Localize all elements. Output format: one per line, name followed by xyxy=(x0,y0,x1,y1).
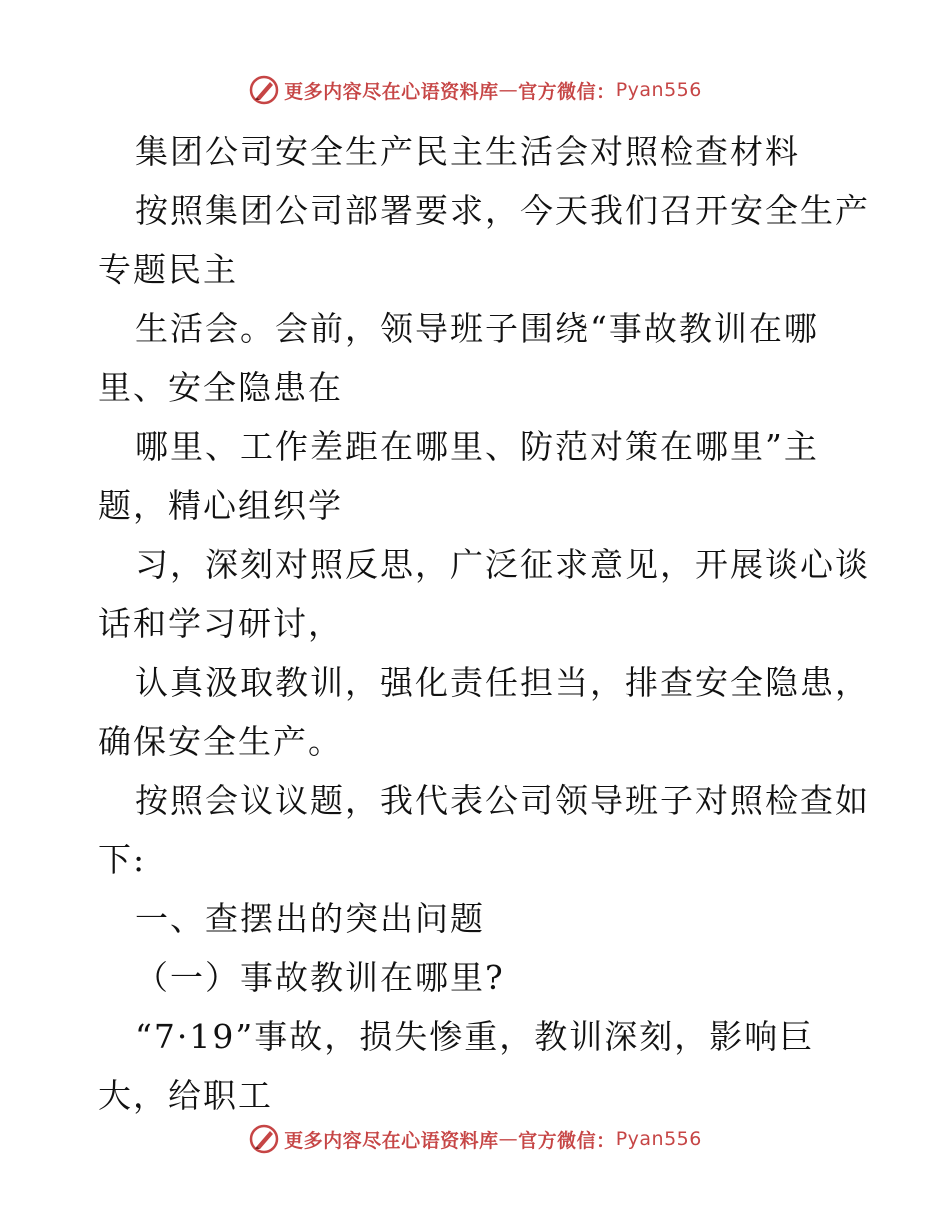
footer-watermark-banner xyxy=(0,1119,950,1159)
paragraph-line: 按照集团公司部署要求，今天我们召开安全生产 xyxy=(135,191,870,230)
paragraph-line: 专题民主 xyxy=(98,250,238,289)
banner-text-cn: 更多内容尽在心语资料库 xyxy=(284,80,499,103)
section-heading: 一、查摆出的突出问题 xyxy=(135,899,485,938)
pen-logo-icon xyxy=(248,1123,280,1155)
document-body xyxy=(98,122,870,1125)
paragraph-line: 生活会。会前，领导班子围绕“事故教训在哪 xyxy=(135,309,819,348)
paragraph-line: 题，精心组织学 xyxy=(98,486,343,525)
paragraph-line: “7·19”事故，损失惨重，教训深刻，影响巨 xyxy=(135,1017,815,1056)
paragraph-line: 下: xyxy=(98,840,147,879)
banner-wechat-id: Pyan556 xyxy=(615,1128,702,1150)
subsection-heading: （一）事故教训在哪里? xyxy=(135,958,505,997)
banner-separator: — xyxy=(498,79,519,101)
paragraph-line: 大，给职工 xyxy=(98,1076,273,1115)
paragraph-line: 话和学习研讨， xyxy=(98,604,343,643)
paragraph-line: 认真汲取教训，强化责任担当，排查安全隐患， xyxy=(135,663,870,702)
banner-wechat-label: 官方微信： xyxy=(518,80,616,103)
banner-text-cn: 更多内容尽在心语资料库 xyxy=(284,1129,499,1152)
banner-separator: — xyxy=(498,1128,519,1150)
header-watermark-banner xyxy=(0,70,950,110)
paragraph-line: 按照会议议题，我代表公司领导班子对照检查如 xyxy=(135,781,870,820)
paragraph-line: 确保安全生产。 xyxy=(98,722,343,761)
paragraph-line: 哪里、工作差距在哪里、防范对策在哪里”主 xyxy=(135,427,819,466)
paragraph-line: 习，深刻对照反思，广泛征求意见，开展谈心谈 xyxy=(135,545,870,584)
banner-wechat-id: Pyan556 xyxy=(615,79,702,101)
pen-logo-icon xyxy=(248,74,280,106)
document-title: 集团公司安全生产民主生活会对照检查材料 xyxy=(135,132,800,171)
paragraph-line: 里、安全隐患在 xyxy=(98,368,343,407)
banner-wechat-label: 官方微信： xyxy=(518,1129,616,1152)
